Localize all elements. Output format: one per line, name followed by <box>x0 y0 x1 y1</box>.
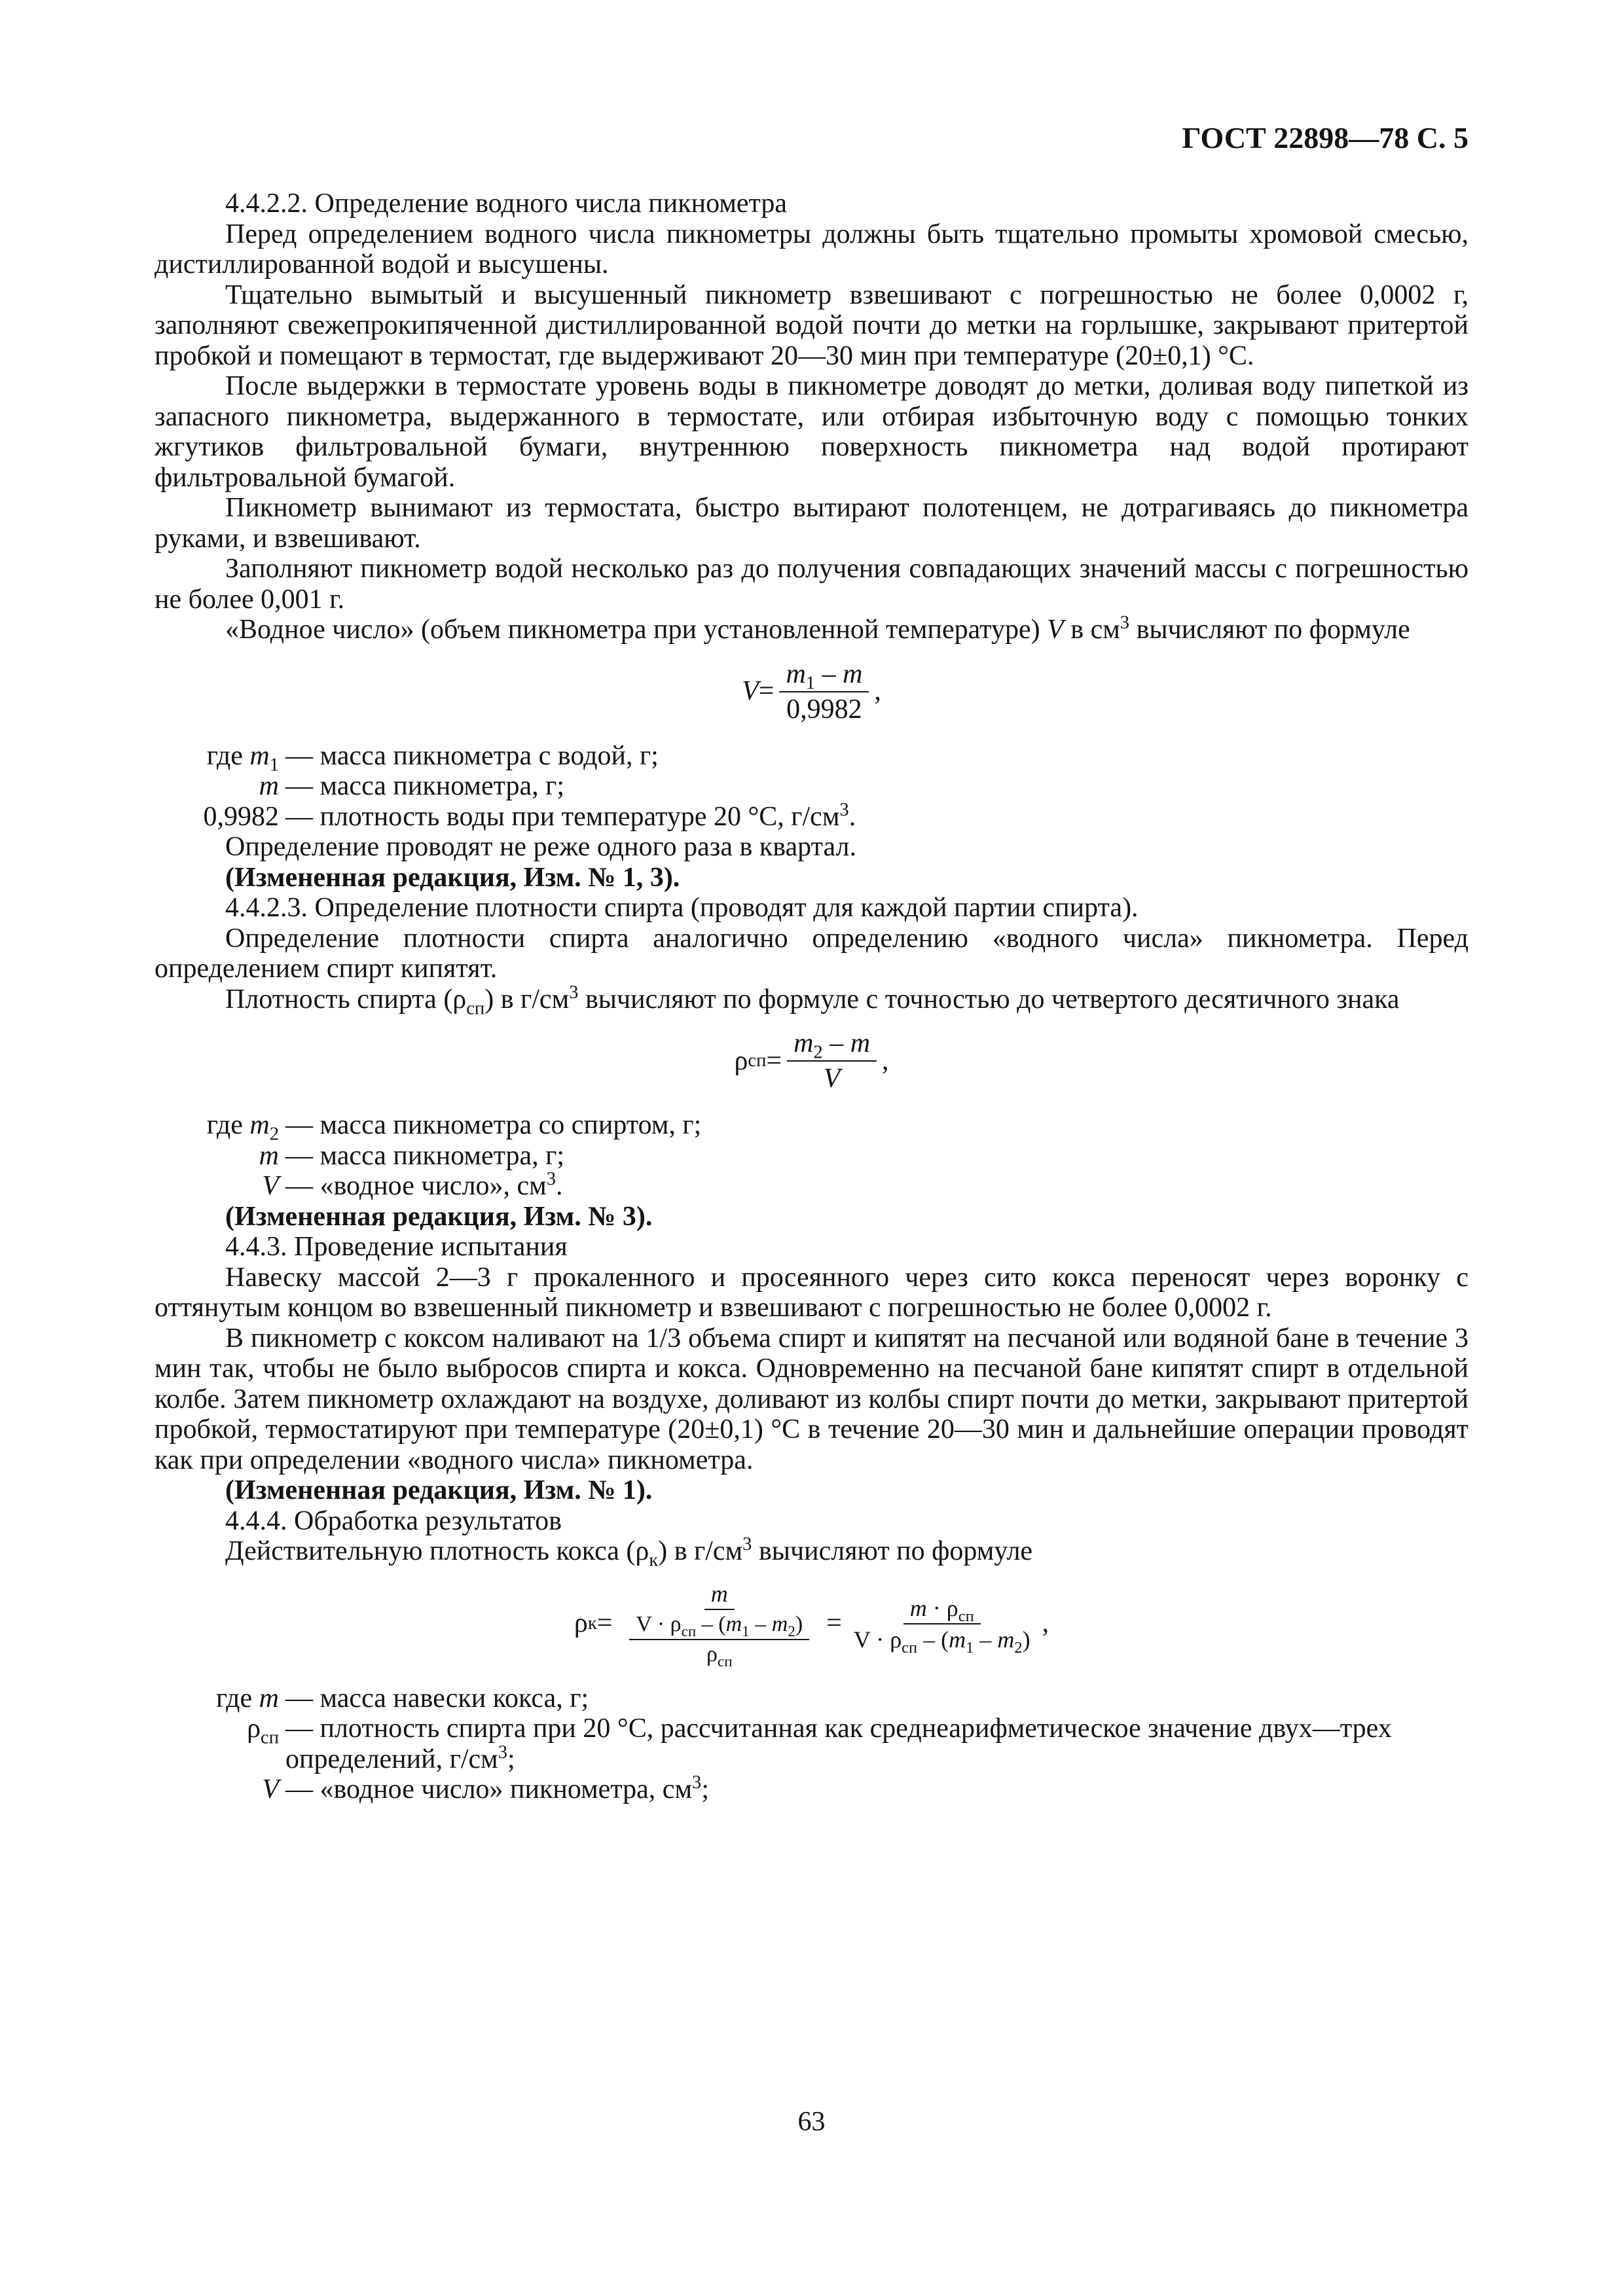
variable-definitions: где m — масса навески кокса, г; $\rho_{сп}$ — плотность спирта при 20 °С, рассчитанная как среднеарифметическое значение двух—трех определений, $г/см^3$; V — «водное число» пикнометра, $см^3$; <box>216 1683 1392 1804</box>
standard-header: ГОСТ 22898—78 С. 5 <box>1182 121 1468 154</box>
paragraph: Пикнометр вынимают из термостата, быстро вытирают полотенцем, не дотрагиваясь до пикнометра руками, и взвешивают. <box>155 493 1468 554</box>
fraction: $\frac{m_1 - m}{0,9982}$ <box>779 660 869 724</box>
page-number: 63 <box>797 2107 826 2137</box>
paragraph: После выдержки в термостате уровень воды в пикнометре доводят до метки, доливая воду пипеткой из запасного пикнометра, выдержанного в термостате, или отбирая избыточную воду с помощью тонких жгутиков фильтровальной бумаги, внутреннюю поверхность пикнометра над водой протирают фильтровальной бумагой. <box>155 371 1468 493</box>
paragraph: Навеску массой 2—3 г прокаленного и просеянного через сито кокса переносят через воронку с оттянутым концом во взвешенный пикнометр и взвешивают с погрешностью не более 0,0002 г. <box>155 1262 1468 1323</box>
paragraph: Заполняют пикнометр водой несколько раз до получения совпадающих значений массы с погрешностью не более 0,001 г. <box>155 554 1468 615</box>
section-heading-4-4-4: 4.4.4. Обработка результатов <box>225 1505 562 1536</box>
revision-note: (Измененная редакция, Изм. № 1, 3). <box>225 862 680 893</box>
paragraph: Тщательно вымытый и высушенный пикнометр взвешивают с погрешностью не более 0,0002 г, заполняют свежепрокипяченной дистиллированной водой почти до метки на горлышке, закрывают притертой пробкой и помещают в термостат, где выдерживают 20—30 мин при температуре (20±0,1) °С. <box>155 279 1468 371</box>
paragraph: Действительную плотность кокса $(\rho_к)$ в $г/см^3$ вычисляют по формуле <box>225 1534 1033 1571</box>
revision-note: (Измененная редакция, Изм. № 1). <box>225 1475 653 1505</box>
fraction: $\frac{V \cdot \rho_{сп} - (m_1 - m_2)}{\rho_{сп}}$ <box>629 1613 809 1666</box>
body-text <box>155 188 1468 1805</box>
paragraph: «Водное число» (объем пикнометра при установленной температуре) V в $см^3$ вычисляют по формуле <box>225 613 1410 645</box>
section-heading-4-4-2-3: 4.4.2.3. Определение плотности спирта (проводят для каждой партии спирта). <box>225 893 1139 923</box>
formula-coke-density: ρ к = $\frac{m}{\frac{V \cdot \rho_{сп} - (m_1 - m_2)}{\rho_{сп}}}$ = $\frac{m \cdot \rho_{сп}}{V \cdot \rho_{сп} - (m_1 - m_2)}$ , <box>574 1580 1049 1670</box>
fraction: $\frac{m_2 - m}{V}$ <box>787 1029 877 1093</box>
formula-alcohol-density: ρ сп = $\frac{m_2 - m}{V}$ , <box>734 1028 889 1094</box>
section-heading-4-4-2-2: 4.4.2.2. Определение водного числа пикнометра <box>225 188 788 219</box>
paragraph: В пикнометр с коксом наливают на 1/3 объема спирт и кипятят на песчаной или водяной бане в течение 3 мин так, чтобы не было выбросов спирта и кокса. Одновременно на песчаной бане кипятят спирт в отдельной колбе. Затем пикнометр охлаждают на воздухе, доливают из колбы спирт почти до метки, закрывают притертой пробкой, термостатируют при температуре (20±0,1) °С в течение 20—30 мин и дальнейшие операции проводят как при определении «водного числа» пикнометра. <box>155 1323 1468 1475</box>
paragraph: Плотность спирта $(\rho_{сп})$ в $г/см^3$ вычисляют по формуле с точностью до четвертого десятичного знака <box>225 982 1400 1018</box>
paragraph: Определение плотности спирта аналогично определению «водного числа» пикнометра. Перед определением спирт кипятят. <box>155 923 1468 984</box>
paragraph: Определение проводят не реже одного раза в квартал. <box>225 832 856 862</box>
formula-water-number: V = $\frac{m_1 - m}{0,9982}$ , <box>742 658 881 725</box>
revision-note: (Измененная редакция, Изм. № 3). <box>225 1201 653 1232</box>
section-heading-4-4-3: 4.4.3. Проведение испытания <box>225 1232 568 1262</box>
paragraph: Перед определением водного числа пикнометры должны быть тщательно промыты хромовой смесью, дистиллированной водой и высушены. <box>155 219 1468 279</box>
variable-definitions: где $m_2$ — масса пикнометра со спиртом, г; m — масса пикнометра, г; V — «водное число», $см^3$. <box>206 1110 702 1201</box>
fraction: $\frac{m}{\frac{V \cdot \rho_{сп} - (m_1 - m_2)}{\rho_{сп}}}$ <box>617 1581 821 1666</box>
variable-definitions: где $m_1$ — масса пикнометра с водой, г; m — масса пикнометра, г; 0,9982 — плотность воды при температуре 20 °С, $г/см^3$. <box>203 740 856 832</box>
fraction: $\frac{m \cdot \rho_{сп}}{V \cdot \rho_{сп} - (m_1 - m_2)}$ <box>853 1594 1030 1657</box>
